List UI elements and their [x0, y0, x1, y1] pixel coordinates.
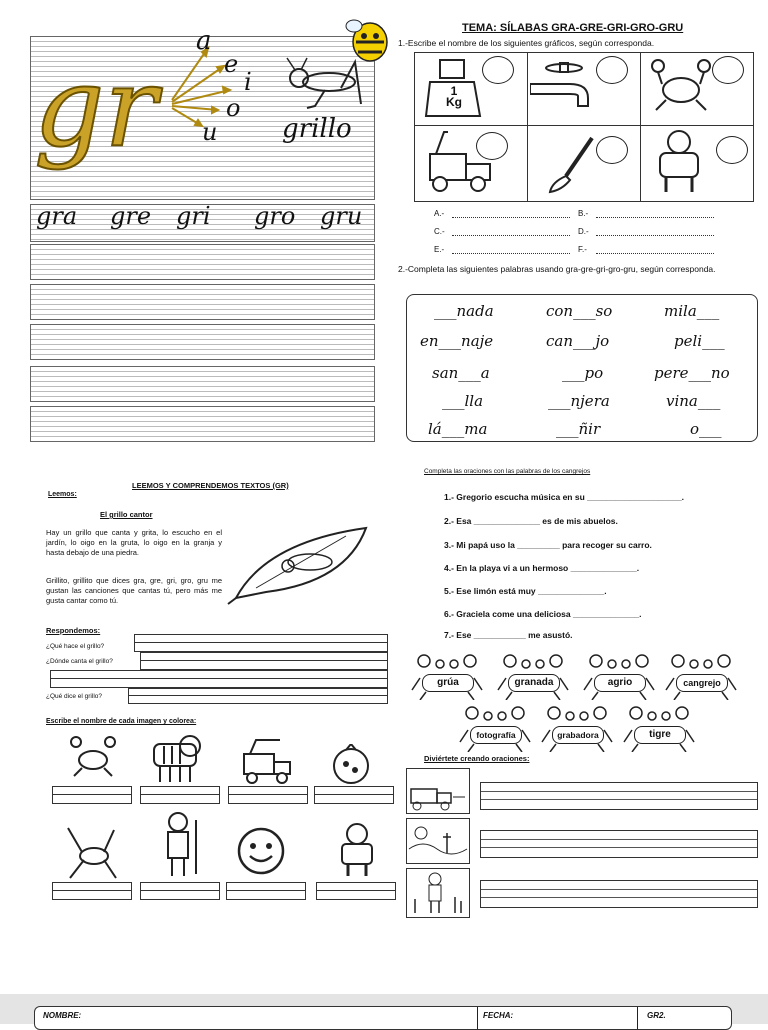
tow-truck-picture — [240, 738, 294, 784]
page-title: TEMA: SÍLABAS GRA-GRE-GRI-GRO-GRU — [462, 22, 684, 34]
leemos-label: Leemos: — [48, 491, 77, 498]
crab-word: grabadora — [552, 726, 604, 744]
answer-b-label: B.- — [578, 209, 589, 218]
sentence-4[interactable]: 4.- En la playa vi a un hermoso ______________. — [444, 563, 640, 573]
grasshopper-icon — [285, 56, 365, 110]
answer-a-label: A.- — [434, 209, 445, 218]
name-field-6[interactable] — [140, 882, 220, 900]
write-names-instruction: Escribe el nombre de cada imagen y colorea: — [46, 718, 197, 725]
vowel-a: a — [196, 26, 212, 56]
answer-d[interactable] — [578, 227, 718, 236]
big-syllable: gr — [34, 43, 157, 171]
crab-word-card — [540, 706, 614, 752]
answer-circle-5[interactable] — [596, 136, 628, 164]
crab-word: grúa — [422, 674, 474, 692]
name-date-box — [34, 1006, 732, 1030]
faucet-icon — [530, 62, 600, 116]
vowel-u: u — [202, 118, 218, 146]
ogre-picture — [334, 822, 380, 878]
name-field-5[interactable] — [52, 882, 132, 900]
question-3: ¿Qué dice el grillo? — [46, 693, 102, 700]
practice-lines-3[interactable] — [30, 324, 375, 360]
answer-e[interactable] — [434, 245, 574, 254]
answer-circle-1[interactable] — [482, 56, 514, 84]
answer-d-label: D.- — [578, 227, 589, 236]
story-title: El grillo cantor — [100, 510, 153, 519]
pomegranate-picture — [330, 744, 372, 784]
vowel-e: e — [224, 50, 239, 78]
name-field-2[interactable] — [140, 786, 220, 804]
ogre-icon — [650, 128, 708, 194]
bee-icon — [344, 12, 394, 64]
scene-picture-3 — [406, 868, 470, 918]
crab-word: tigre — [634, 726, 686, 744]
scene-picture-1 — [406, 768, 470, 814]
name-field-1[interactable] — [52, 786, 132, 804]
answer-circle-6[interactable] — [716, 136, 748, 164]
answer-b[interactable] — [578, 209, 718, 218]
create-sentences-title: Diviértete creando oraciones: — [424, 754, 530, 763]
exercise1-instruction: 1.-Escribe el nombre de los siguientes gráficos, según corresponda. — [398, 38, 655, 48]
answer-f[interactable] — [578, 245, 718, 254]
scene-picture-2 — [406, 818, 470, 864]
leaf-cricket-illustration — [226, 522, 386, 606]
reading-title: LEEMOS Y COMPRENDEMOS TEXTOS (GR) — [132, 481, 289, 490]
syllable-gre: gre — [110, 202, 152, 230]
crab-word: agrio — [594, 674, 646, 692]
crab-word: fotografía — [470, 726, 522, 744]
fecha-label: FECHA: — [483, 1011, 514, 1020]
fill-word[interactable]: ___nada — [434, 302, 494, 320]
fill-word[interactable]: mila___ — [664, 302, 720, 320]
answer-circle-2[interactable] — [596, 56, 628, 84]
smiley-face-picture — [236, 826, 286, 876]
respondemos-label: Respondemos: — [46, 626, 101, 635]
cricket-picture — [64, 826, 120, 880]
fill-word[interactable]: peli___ — [674, 332, 725, 350]
nombre-label: NOMBRE: — [43, 1011, 82, 1020]
fill-word[interactable]: ___ñir — [556, 420, 601, 438]
crab-word-card — [458, 706, 532, 752]
syllable-gru: gru — [320, 202, 363, 230]
crab-word: cangrejo — [676, 674, 728, 692]
crab-word-card — [410, 654, 484, 700]
word-grillo: grillo — [282, 114, 352, 144]
answer-f-label: F.- — [578, 245, 587, 254]
fill-word[interactable]: ___po — [562, 364, 604, 382]
fill-word[interactable]: pere___no — [654, 364, 730, 382]
farmer-picture — [156, 810, 212, 878]
code-label: GR2. — [647, 1011, 666, 1020]
crab-word-card — [664, 654, 738, 700]
name-field-8[interactable] — [316, 882, 396, 900]
paintbrush-icon — [546, 134, 598, 194]
sentence-lines-3[interactable] — [480, 880, 758, 908]
vowel-o: o — [226, 94, 241, 122]
answer-field-1[interactable] — [134, 634, 388, 652]
answer-c[interactable] — [434, 227, 574, 236]
name-field-4[interactable] — [314, 786, 394, 804]
sentence-7[interactable]: 7.- Ese ___________ me asustó. — [444, 630, 573, 640]
sentence-6[interactable]: 6.- Graciela come una deliciosa ______________. — [444, 609, 642, 619]
crab-word-card — [622, 706, 696, 752]
exercise2-instruction: 2.-Completa las siguientes palabras usando gra-gre-gri-gro-gru, según corresponda. — [398, 264, 716, 274]
question-2: ¿Dónde canta el grillo? — [46, 658, 113, 665]
answer-circle-3[interactable] — [712, 56, 744, 84]
sentence-3[interactable]: 3.- Mi papá uso la _________ para recoger su carro. — [444, 540, 652, 550]
practice-lines-1[interactable] — [30, 244, 375, 280]
syllable-gro: gro — [254, 202, 296, 230]
answer-e-label: E.- — [434, 245, 445, 254]
syllable-gra: gra — [36, 202, 78, 230]
fill-word[interactable]: lá___ma — [428, 420, 488, 438]
answer-field-2[interactable] — [140, 652, 388, 670]
tow-truck-icon — [426, 130, 496, 194]
name-field-3[interactable] — [228, 786, 308, 804]
crab-icon — [650, 56, 712, 114]
story-paragraph-2: Grillito, grillito que dices gra, gre, gri, gro, gru me gustan las canciones que cantas tú, pero más me gusta cantar como tú. — [46, 576, 222, 605]
sentence-2[interactable]: 2.- Esa ______________ es de mis abuelos. — [444, 516, 618, 526]
crab-word-card — [582, 654, 656, 700]
fill-word[interactable]: can___jo — [546, 332, 610, 350]
tiger-picture — [150, 734, 204, 784]
fill-word[interactable]: en___naje — [420, 332, 494, 350]
sentence-1[interactable]: 1.- Gregorio escucha música en su ____________________. — [444, 492, 685, 502]
question-1: ¿Qué hace el grillo? — [46, 643, 105, 650]
weight-label: 1 Kg — [446, 84, 462, 109]
fill-word[interactable]: vina___ — [666, 392, 721, 410]
fill-word[interactable]: ___njera — [548, 392, 610, 410]
crab-picture — [70, 734, 116, 778]
name-field-7[interactable] — [226, 882, 306, 900]
story-paragraph-1: Hay un grillo que canta y grita, lo escucho en el jardín, lo oigo en la gruta, lo oigo en la granja y hasta debajo de una piedra. — [46, 528, 222, 557]
fill-word[interactable]: ___lla — [442, 392, 484, 410]
practice-lines-5[interactable] — [30, 406, 375, 442]
fill-word[interactable]: con___so — [546, 302, 613, 320]
sentences-title: Completa las oraciones con las palabras de los cangrejos — [424, 468, 591, 475]
answer-field-2b[interactable] — [50, 670, 388, 688]
crab-word-card — [496, 654, 570, 700]
sentence-5[interactable]: 5.- Ese limón está muy ______________. — [444, 586, 607, 596]
answer-field-3[interactable] — [128, 688, 388, 704]
practice-lines-4[interactable] — [30, 366, 375, 402]
answer-c-label: C.- — [434, 227, 445, 236]
answer-a[interactable] — [434, 209, 574, 218]
vowel-i: i — [244, 68, 252, 96]
fill-word[interactable]: san___a — [432, 364, 490, 382]
practice-lines-2[interactable] — [30, 284, 375, 320]
fill-word[interactable]: o___ — [690, 420, 722, 438]
crab-word: granada — [508, 674, 560, 692]
syllable-gri: gri — [176, 202, 211, 230]
sentence-lines-2[interactable] — [480, 830, 758, 858]
sentence-lines-1[interactable] — [480, 782, 758, 810]
